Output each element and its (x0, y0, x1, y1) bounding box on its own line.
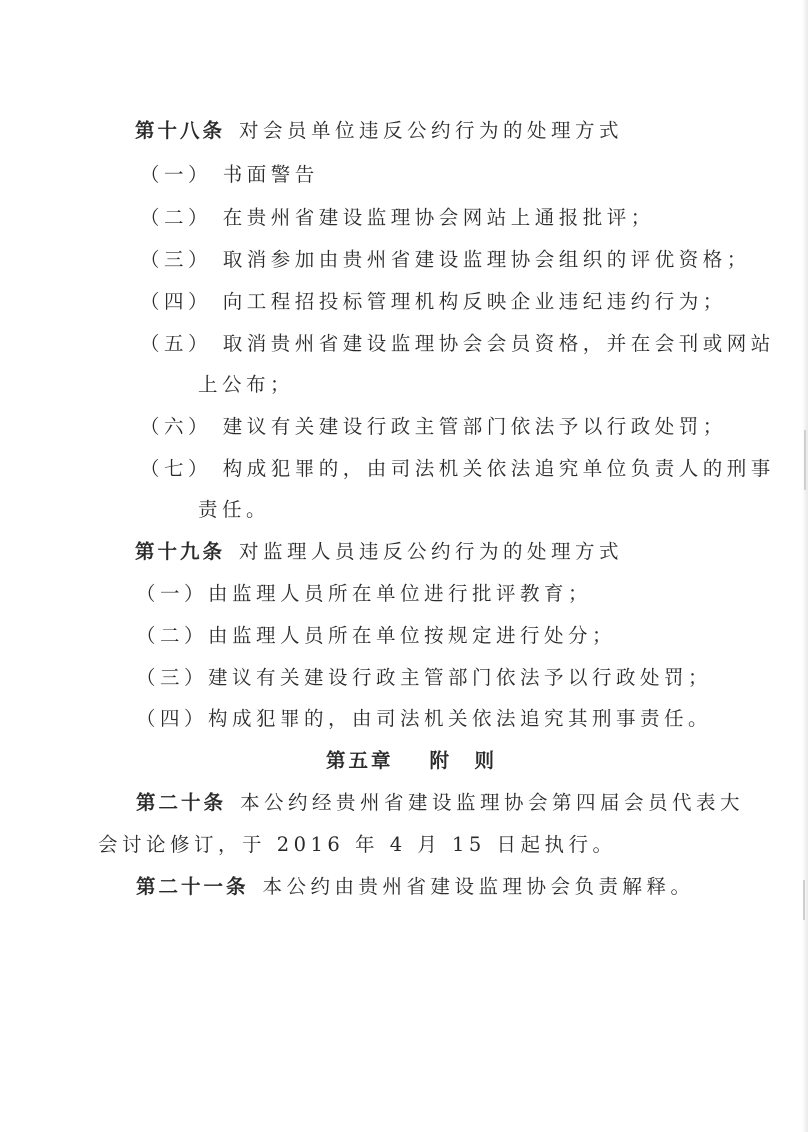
article-18-item-1 (140, 162, 319, 188)
item-text: 构成犯罪的，由司法机关依法追究单位负责人的刑事 (222, 457, 775, 480)
article-19-item-2 (136, 623, 616, 649)
item-label: （二） (136, 624, 209, 647)
article-19-title: 对监理人员违反公约行为的处理方式 (239, 540, 624, 563)
item-text: 书面警告 (222, 163, 319, 186)
item-text: 由监理人员所在单位进行批评教育； (208, 582, 593, 605)
chapter-5-heading (326, 748, 497, 774)
article-18-item-5 (140, 331, 775, 357)
article-18-title: 对会员单位违反公约行为的处理方式 (239, 119, 624, 142)
item-label: （六） (140, 415, 213, 438)
article-18-item-5-continued: 上公布； (198, 373, 295, 396)
article-19-item-4 (136, 706, 712, 732)
article-18-number: 第十八条 (135, 119, 226, 142)
item-label: （七） (140, 457, 213, 480)
article-18-item-7-continued: 责任。 (198, 498, 271, 521)
article-20-text: 本公约经贵州省建设监理协会第四届会员代表大 (240, 791, 745, 814)
article-19-number: 第十九条 (135, 540, 226, 563)
item-label: （二） (140, 206, 213, 229)
item-text: 建议有关建设行政主管部门依法予以行政处罚； (222, 415, 727, 438)
article-20-line-2: 会讨论修订，于 2016 年 4 月 15 日起执行。 (98, 833, 617, 856)
scan-mark (803, 880, 805, 920)
chapter-5-number: 第五章 (326, 749, 394, 772)
chapter-5-title: 附 则 (429, 749, 498, 772)
article-21 (136, 874, 695, 900)
article-19-heading (135, 539, 623, 565)
item-label: （三） (140, 248, 213, 271)
item-text: 取消贵州省建设监理协会会员资格，并在会刊或网站 (222, 332, 775, 355)
article-21-number: 第二十一条 (136, 875, 249, 898)
article-20-line-1 (136, 790, 744, 816)
article-20-number: 第二十条 (136, 791, 227, 814)
item-text: 在贵州省建设监理协会网站上通报批评； (222, 206, 655, 229)
item-label: （四） (136, 707, 209, 730)
item-label: （五） (140, 332, 213, 355)
article-18-item-3 (140, 247, 751, 273)
item-text: 取消参加由贵州省建设监理协会组织的评优资格； (222, 248, 751, 271)
item-label: （一） (140, 163, 213, 186)
article-18-item-2 (140, 205, 655, 231)
article-18-heading (135, 118, 623, 144)
item-text: 向工程招投标管理机构反映企业违纪违约行为； (222, 290, 727, 313)
item-label: （一） (136, 582, 209, 605)
article-21-text: 本公约由贵州省建设监理协会负责解释。 (262, 875, 695, 898)
item-label: （三） (136, 666, 209, 689)
article-18-item-6 (140, 414, 727, 440)
article-19-item-3 (136, 665, 712, 691)
item-label: （四） (140, 290, 213, 313)
article-18-item-7 (140, 456, 775, 482)
article-19-item-1 (136, 581, 592, 607)
item-text: 构成犯罪的，由司法机关依法追究其刑事责任。 (208, 707, 713, 730)
scan-mark (804, 430, 806, 490)
item-text: 由监理人员所在单位按规定进行处分； (208, 624, 617, 647)
item-text: 建议有关建设行政主管部门依法予以行政处罚； (208, 666, 713, 689)
article-18-item-4 (140, 289, 727, 315)
scan-edge-shadow (802, 0, 808, 1132)
